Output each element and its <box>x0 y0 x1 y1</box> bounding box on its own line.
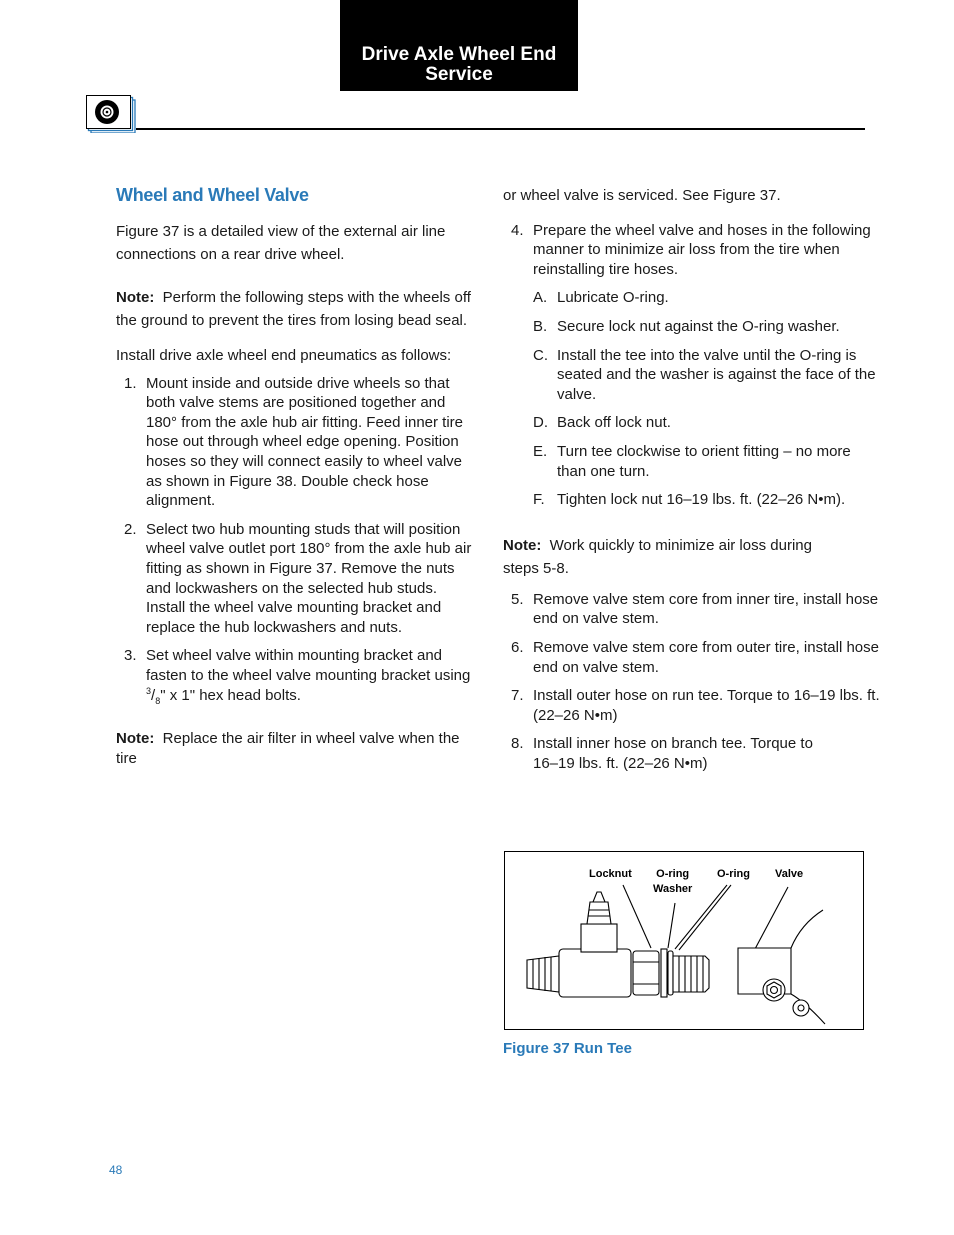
step-text: Prepare the wheel valve and hoses in the following manner to minimize air loss from the tire when reinstalling tire hoses. <box>533 221 871 278</box>
figure-run-tee <box>504 851 864 1030</box>
substep-letter: F. <box>533 491 545 509</box>
step-number: 1. <box>124 374 137 392</box>
step-number: 7. <box>511 687 524 705</box>
list-item <box>503 590 883 629</box>
note-text: Work quickly to minimize air loss during <box>549 536 812 554</box>
step-text: Mount inside and outside drive wheels so that both valve stems are positioned together and 180° from the axle hub air fitting. Feed inner tire hose out through wheel edge opening. Position hoses so they will connect easily to wheel valve as shown in Figure 38. Double check hose alignment. <box>146 374 463 510</box>
note-text: Perform the following steps with the wheels off the ground to prevent the tires from losing bead seal. <box>116 288 471 329</box>
list-item <box>503 346 883 405</box>
sub-steps <box>503 288 883 509</box>
note-text: steps 5-8. <box>503 559 569 577</box>
list-item <box>503 413 883 433</box>
label-oring-washer-line2: Washer <box>653 883 693 895</box>
step-number: 4. <box>511 221 524 239</box>
list-item <box>116 374 478 511</box>
substep-text: Lubricate O-ring. <box>557 289 669 307</box>
step-text: Remove valve stem core from inner tire, install hose end on valve stem. <box>533 590 879 628</box>
note-paragraph <box>503 534 883 580</box>
header-rule <box>136 128 865 130</box>
chapter-title-line1: Drive Axle Wheel End <box>361 44 557 65</box>
list-item <box>503 288 883 308</box>
continuation-text: or wheel valve is serviced. See Figure 37. <box>503 187 781 204</box>
step-text: 16–19 lbs. ft. (22–26 N•m) <box>533 754 708 772</box>
label-valve: Valve <box>775 868 804 880</box>
list-item <box>503 686 883 725</box>
substep-text: Turn tee clockwise to orient fitting – no more than one turn. <box>557 442 851 480</box>
step-number: 2. <box>124 520 137 538</box>
figure-caption: Figure 37 Run Tee <box>503 1040 632 1057</box>
list-item <box>503 221 883 280</box>
fraction-denominator: 8 <box>155 695 161 706</box>
page-number: 48 <box>109 1163 123 1177</box>
install-steps <box>116 374 478 706</box>
note-paragraph <box>116 729 478 768</box>
substep-text: Tighten lock nut 16–19 lbs. ft. (22–26 N•m). <box>557 491 846 509</box>
fraction-numerator: 3 <box>146 685 152 696</box>
step-text: Install outer hose on run tee. Torque to 16–19 lbs. ft. (22–26 N•m) <box>533 687 880 724</box>
note-label: Note: <box>116 730 155 748</box>
substep-letter: E. <box>533 442 548 460</box>
substep-letter: B. <box>533 317 548 335</box>
list-item <box>503 734 883 773</box>
section-title: Wheel and Wheel Valve <box>116 185 309 205</box>
list-item <box>503 490 883 510</box>
substep-letter: A. <box>533 289 548 307</box>
hose-steps <box>503 590 883 774</box>
step-text: Select two hub mounting studs that will position wheel valve outlet port 180° from the axle hub air fitting as shown in Figure 37. Remove the nuts and lockwashers on the selected hub studs. Install the wheel valve mounting bracket and replace the hub lockwashers and nuts. <box>146 520 472 636</box>
prep-steps <box>503 221 883 280</box>
note-paragraph <box>116 286 478 332</box>
step-number: 5. <box>511 590 524 608</box>
left-column <box>116 186 478 768</box>
list-item <box>503 317 883 337</box>
step-text-end: " x 1" hex head bolts. <box>160 686 301 704</box>
step-number: 3. <box>124 647 137 665</box>
run-tee-drawing <box>505 852 863 1029</box>
step-number: 8. <box>511 735 524 753</box>
tire-icon <box>86 95 136 133</box>
list-item: 3. Set wheel valve within mounting bracket and fasten to the wheel valve mounting bracket using $^3/_8$" x 1" hex head bolts. <box>124 647 471 706</box>
substep-text: Secure lock nut against the O-ring washer. <box>557 317 840 335</box>
chapter-header <box>340 0 578 91</box>
intro-paragraph: Figure 37 is a detailed view of the external air line connections on a rear drive wheel. <box>116 222 446 263</box>
step-text: Set wheel valve within mounting bracket and fasten to the wheel valve mounting bracket using <box>146 647 471 684</box>
label-oring-washer-line1: O-ring <box>656 868 690 880</box>
list-item <box>116 520 478 638</box>
chapter-title-line2: Service <box>425 64 493 85</box>
list-item <box>503 638 883 677</box>
substep-text: Back off lock nut. <box>557 414 671 432</box>
install-intro: Install drive axle wheel end pneumatics as follows: <box>116 346 452 364</box>
note-label: Note: <box>503 536 542 554</box>
label-locknut: Locknut <box>589 868 632 880</box>
note-label: Note: <box>116 288 155 306</box>
substep-letter: D. <box>533 414 548 432</box>
substep-text: Install the tee into the valve until the O-ring is seated and the washer is against the face of the valve. <box>557 346 876 403</box>
label-oring: O-ring <box>717 868 750 880</box>
list-item <box>503 442 883 481</box>
right-column <box>503 186 883 773</box>
substep-letter: C. <box>533 346 548 364</box>
step-text: Install inner hose on branch tee. Torque to <box>533 735 813 753</box>
step-text: Remove valve stem core from outer tire, install hose end on valve stem. <box>533 638 879 676</box>
note-text: Replace the air filter in wheel valve when the tire <box>116 730 460 767</box>
step-number: 6. <box>511 638 524 656</box>
